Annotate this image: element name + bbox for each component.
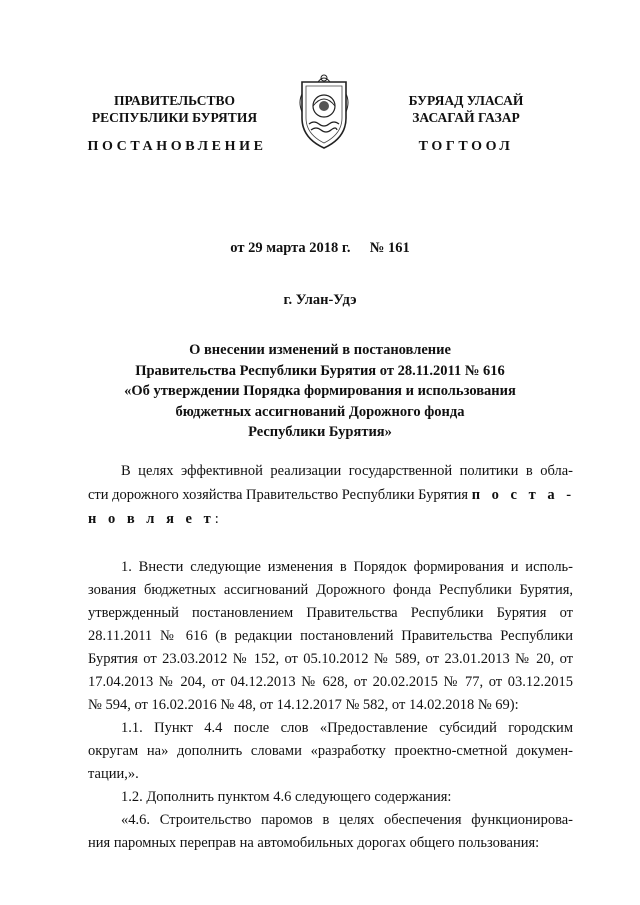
document-date-line [0,240,640,257]
body-line: «4.6. Строительство паромов в целях обеспечения функционирова- [121,812,573,828]
subject-line: О внесении изменений в постановление [189,342,451,358]
body-line: В целях эффективной реализации государственной политики в обла- [121,463,573,479]
doc-type-bua: ТОГТООЛ [418,139,514,154]
body-line: утвержденный постановлением Правительства Республики Бурятия от [88,605,573,621]
decree-word-spaced: п о с т а - [471,487,576,503]
document-body [88,461,576,861]
subject-line: «Об утверждении Порядка формирования и использования [124,383,516,399]
body-line: 28.11.2011 № 616 (в редакции постановлений Правительства Республики [88,628,573,644]
subject-line: бюджетных ассигнований Дорожного фонда [175,403,465,420]
doc-type-ru: ПОСТАНОВЛЕНИЕ [87,139,267,154]
body-line: № 594, от 16.02.2016 № 48, от 14.12.2017 № 582, от 14.02.2018 № 69): [88,697,519,713]
body-text: сти дорожного хозяйства Правительство Республики Бурятия [88,487,469,503]
left-title-line-1: ПРАВИТЕЛЬСТВО [113,93,235,108]
document-subject [100,340,540,443]
document-number: № 161 [369,240,410,256]
document-date: от 29 марта 2018 г. [230,240,351,256]
body-line [88,485,576,506]
body-line: ния паромных переправ на автомобильных дорогах общего пользования: [88,835,540,851]
body-line: 17.04.2013 № 204, от 04.12.2013 № 628, от 20.02.2015 № 77, от 03.12.2015 [88,674,573,690]
body-line: зования бюджетных ассигнований Дорожного фонда Республики Бурятия, [88,582,573,598]
document-city: г. Улан-Удэ [283,292,357,308]
body-line: тации,». [88,766,139,782]
body-line: 1.1. Пункт 4.4 после слов «Предоставление субсидий городским [121,720,573,736]
subject-line: Правительства Республики Бурятия от 28.11.2011 № 616 [135,362,505,379]
right-title-line-2: ЗАСАГАЙ ГАЗАР [412,110,520,125]
left-title-line-2: РЕСПУБЛИКИ БУРЯТИЯ [91,110,258,125]
body-line: Бурятия от 23.03.2012 № 152, от 05.10.2012 № 589, от 23.01.2013 № 20, от [88,651,573,667]
body-line: округам на» дополнить словами «разработку проектно-сметной докумен- [88,743,573,759]
body-text: : [214,511,219,527]
decree-word-spaced: н о в л я е т [88,511,215,527]
body-line: 1.2. Дополнить пунктом 4.6 следующего содержания: [121,789,452,805]
left-header-title [82,92,267,126]
body-line [88,509,573,530]
right-title-line-1: БУРЯАД УЛАСАЙ [408,93,524,108]
body-line: 1. Внести следующие изменения в Порядок формирования и исполь- [121,559,573,575]
right-header-title [376,92,556,126]
subject-line: Республики Бурятия» [248,424,392,440]
coat-of-arms-icon [296,72,352,152]
